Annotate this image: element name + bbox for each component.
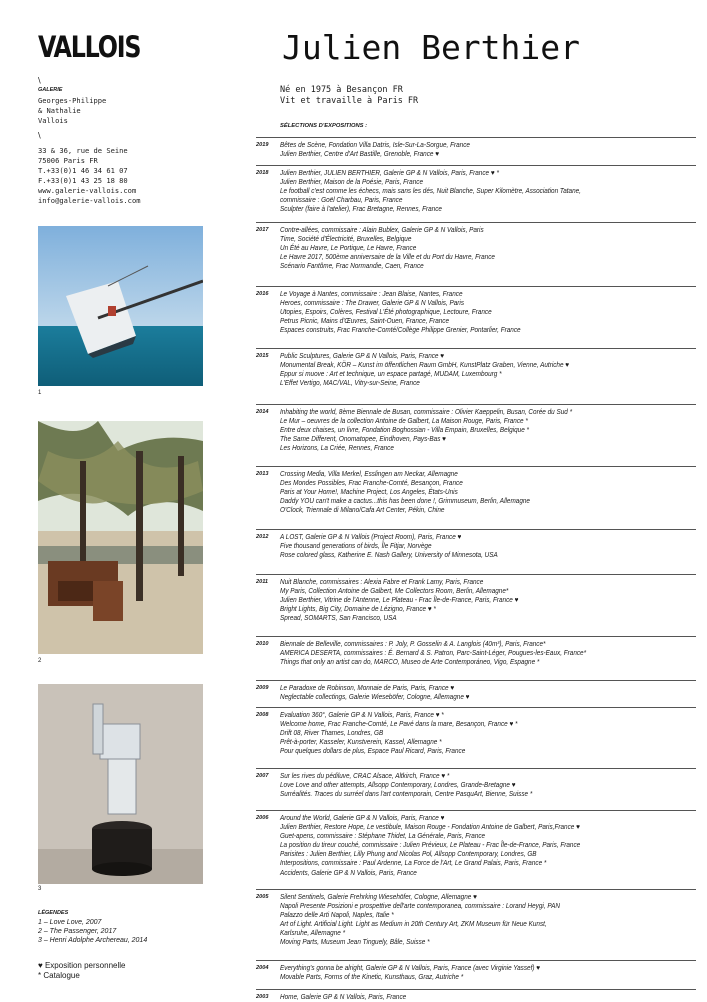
gallery-contact: 33 & 36, rue de Seine 75006 Paris FR T.+33(0)1 46 34 61 07 F.+33(0)1 43 25 18 80 www.galerie-vallois.com info@galerie-vallois.com — [38, 146, 141, 205]
exhibition-entry: Le Mur – oeuvres de la collection Antoine de Galbert, La Maison Rouge, Paris, France * — [280, 417, 528, 426]
exhibition-entry: Petrus Picnic, Mains d'Œuvres, Saint-Ouen, France, France — [280, 317, 450, 326]
exhibition-entry: Utopies, Espoirs, Colères, Festival L'Été photographique, Lectoure, France — [280, 308, 492, 317]
exhibition-year: 2010 — [256, 641, 269, 647]
exhibition-year-block — [256, 529, 696, 560]
exhibition-entry: Nuit Blanche, commissaires : Alexia Fabre et Frank Lamy, Paris, France — [280, 578, 484, 586]
artwork-photo-the-passenger — [38, 421, 203, 654]
exhibition-entry: My Paris, Collection Antoine de Galbert, Me Collectors Room, Berlin, Allemagne* — [280, 587, 509, 596]
exhibition-entry: A LOST, Galerie GP & N Vallois (Project Room), Paris, France ♥ — [280, 533, 462, 541]
exhibition-entry: Public Sculptures, Galerie GP & N Vallois, Paris, France ♥ — [280, 352, 445, 360]
exhibition-entry: AMERICA DESERTA, commissaires : É. Bernard & S. Patron, Parc-Saint-Léger, Pougues-les-Eaux, France* — [280, 649, 587, 658]
exhibition-year-block — [256, 137, 696, 159]
exhibition-entry: Julien Berthier, JULIEN BERTHIER, Galerie GP & N Vallois, Paris, France ♥ * — [280, 169, 499, 177]
exhibition-year-block — [256, 636, 696, 667]
exhibition-year-block — [256, 989, 696, 1002]
exhibition-entry: Paris at Your Home!, Machine Project, Los Angeles, États-Unis — [280, 488, 458, 497]
exhibition-year: 2009 — [256, 685, 269, 691]
separator-slash: \ — [38, 76, 41, 85]
exhibition-entry: Le football c'est comme les échecs, mais sans les dés, Nuit Blanche, Super Kilomètre, Association Tatane, — [280, 187, 581, 196]
exhibition-entry: Julien Berthier, Vitrine de l'Antenne, Le Plateau - Frac Île-de-France, Paris, France ♥ — [280, 596, 519, 605]
exhibition-year: 2016 — [256, 291, 269, 297]
exhibition-entry: Welcome home, Frac Franche-Comté, Le Pavé dans la mare, Besançon, France ♥ * — [280, 720, 518, 729]
exhibition-entry: Art of Light. Artificial Light. Light as Medium in 20th Century Art, ZKM Museum für Neue Kunst, — [280, 920, 547, 929]
exhibition-entry: Monumental Break, KÖR – Kunst im öffentlichen Raum GmbH, KunstPlatz Graben, Vienne, Autriche ♥ — [280, 361, 570, 370]
exhibition-entry: Around the World, Galerie GP & N Vallois, Paris, France ♥ — [280, 814, 445, 822]
exhibition-year-block — [256, 680, 696, 702]
separator-slash: \ — [38, 131, 41, 140]
exhibition-entry: Five thousand generations of birds, Île Fitjar, Norvège — [280, 542, 432, 551]
exhibition-entry: Guet-apens, commissaire : Stéphane Thidet, La Générale, Paris, France — [280, 832, 486, 841]
exhibition-entry: Le Voyage à Nantes, commissaire : Jean Blaise, Nantes, France — [280, 290, 463, 298]
exhibition-entry: Surréalités. Traces du surréel dans l'art contemporain, Centre PasquArt, Bienne, Suisse * — [280, 790, 533, 799]
figure-number: 3 — [38, 886, 42, 892]
exhibition-entry: Prêt-à-porter, Kasseler, Kunstverein, Kassel, Allemagne * — [280, 738, 442, 747]
exhibition-year: 2007 — [256, 773, 269, 779]
exhibition-year: 2018 — [256, 170, 269, 176]
figure-number: 1 — [38, 390, 42, 396]
exhibition-entry: Entre deux chaises, un livre, Fondation Boghossian - Villa Empain, Bruxelles, Belgique * — [280, 426, 530, 435]
exhibition-year-block — [256, 222, 696, 271]
exhibition-entry: commissaire : Goël Charbau, Paris, France — [280, 196, 403, 205]
exhibition-year-block — [256, 889, 696, 948]
exhibition-year-block — [256, 165, 696, 214]
exhibition-entry: Sur les rives du pédiluve, CRAC Alsace, Altkirch, France ♥ * — [280, 772, 450, 780]
exhibition-entry: La position du tireur couché, commissaire : Julien Prévieux, Le Plateau - Frac Île-de-France, Paris, France — [280, 841, 581, 850]
exhibition-year: 2015 — [256, 353, 269, 359]
exhibition-entry: Biennale de Belleville, commissaires : P. Joly, P. Gosselin & A. Langlois (40m³), Paris, France* — [280, 640, 546, 648]
exhibition-year-block — [256, 810, 696, 878]
figure-number: 2 — [38, 658, 42, 664]
exhibition-entry: Everything's gonna be alright, Galerie GP & N Vallois, Paris, France (avec Virginie Yassef) ♥ — [280, 964, 541, 972]
artwork-photo-henri-adolphe-archereau — [38, 684, 203, 884]
exhibition-year: 2013 — [256, 471, 269, 477]
exhibition-entry: Scénario Fantôme, Frac Normandie, Caen, France — [280, 262, 424, 271]
exhibition-entry: Things that only an artist can do, MARCO, Museo de Arte Contemporáneo, Vigo, Espagne * — [280, 658, 540, 667]
exhibition-entry: Les Horizons, La Criée, Rennes, France — [280, 444, 394, 453]
exhibition-entry: O'Clock, Triennale di Milano/Cafa Art Center, Pékin, Chine — [280, 506, 445, 515]
exhibition-entry: Palazzo delle Arti Napoli, Naples, Italie * — [280, 911, 394, 920]
exhibition-year: 2011 — [256, 579, 269, 585]
exhibition-year: 2005 — [256, 894, 269, 900]
exhibition-year: 2012 — [256, 534, 269, 540]
legend-item: 3 – Henri Adolphe Archereau, 2014 — [38, 937, 148, 944]
exhibition-year: 2004 — [256, 965, 269, 971]
exhibition-entry: Inhabiting the world, 8ème Biennale de Busan, commissaire : Olivier Kaeppelin, Busan, Corée du Sud * — [280, 408, 573, 416]
exhibition-entry: Bright Lights, Big City, Domaine de Lézigno, France ♥ * — [280, 605, 436, 614]
exhibition-entry: Julien Berthier, Restore Hope, Le vestibule, Maison Rouge - Fondation Antoine de Galbert, Paris,France ♥ — [280, 823, 580, 832]
exhibition-entry: Napoli Presente Posizioni e prospettive dell'arte contemporanea, commissaire : Lorand Heygi, PAN — [280, 902, 561, 911]
gallery-owners: Georges-Philippe & Nathalie Vallois — [38, 96, 107, 125]
legend-solo-key: ♥ Exposition personnelle — [38, 961, 126, 970]
exhibition-year: 2014 — [256, 409, 269, 415]
exhibition-entry: Espaces construits, Frac Franche-Comté/Collège Philippe Grenier, Pontarlier, France — [280, 326, 521, 335]
exhibition-entry: Parisites : Julien Berthier, Lilly Phung and Nicolas Pol, Allsopp Contemporary, Londres, GB — [280, 850, 537, 859]
artist-name: Julien Berthier — [282, 28, 581, 67]
exhibition-entry: Sculpter (faire à l'atelier), Frac Bretagne, Rennes, France — [280, 205, 442, 214]
exhibition-year-block — [256, 286, 696, 335]
exhibition-entry: Bêtes de Scène, Fondation Villa Datris, Isle-Sur-La-Sorgue, France — [280, 141, 470, 149]
exhibition-year: 2017 — [256, 227, 269, 233]
section-title: SÉLECTIONS D'EXPOSITIONS : — [280, 123, 368, 129]
legend-item: 2 – The Passenger, 2017 — [38, 928, 117, 935]
exhibition-entry: Un Été au Havre, Le Portique, Le Havre, France — [280, 244, 417, 253]
exhibition-entry: Interpositions, commissaire : Paul Ardenne, La Force de l'Art, Le Grand Palais, Paris, France * — [280, 859, 547, 868]
exhibition-year: 2008 — [256, 712, 269, 718]
artist-birth: Né en 1975 à Besançon FR — [280, 85, 403, 95]
exhibition-entry: Pour quelques dollars de plus, Espace Paul Ricard, Paris, France — [280, 747, 466, 756]
exhibition-year-block — [256, 768, 696, 799]
exhibition-entry: Crossing Media, Villa Merkel, Esslingen am Neckar, Allemagne — [280, 470, 458, 478]
exhibition-entry: Julien Berthier, Maison de la Poésie, Paris, France — [280, 178, 424, 187]
exhibition-year-block — [256, 466, 696, 515]
exhibition-entry: Daddy YOU can't make a cactus...this has been done !, Grimmuseum, Berlin, Allemagne — [280, 497, 530, 506]
exhibition-entry: Home, Galerie GP & N Vallois, Paris, France — [280, 993, 407, 1001]
exhibition-year-block — [256, 404, 696, 453]
legend-catalogue-key: * Catalogue — [38, 971, 80, 980]
exhibition-entry: Drift 08, River Thames, Londres, GB — [280, 729, 384, 738]
exhibition-entry: Heroes, commissaire : The Drawer, Galerie GP & N Vallois, Paris — [280, 299, 465, 308]
exhibition-entry: Accidents, Galerie GP & N Vallois, Paris, France — [280, 868, 417, 877]
exhibition-entry: Des Mondes Possibles, Frac Franche-Comté, Besançon, France — [280, 479, 463, 488]
exhibition-entry: Moving Parts, Museum Jean Tinguely, Bâle, Suisse * — [280, 938, 430, 947]
exhibition-entry: Rose colored glass, Katherine E. Nash Gallery, University of Minnesota, USA — [280, 551, 498, 560]
legend-item: 1 – Love Love, 2007 — [38, 919, 102, 926]
artwork-photo-love-love — [38, 226, 203, 386]
exhibition-entry: Evaluation 360°, Galerie GP & N Vallois, Paris, France ♥ * — [280, 711, 444, 719]
exhibition-entry: Spread, SOMARTS, San Francisco, USA — [280, 614, 397, 623]
exhibition-entry: Eppur si muove : Art et technique, un espace partagé, MUDAM, Luxembourg * — [280, 370, 502, 379]
exhibition-entry: The Same Different, Onomatopee, Eindhoven, Pays-Bas ♥ — [280, 435, 446, 444]
exhibition-entry: Silent Sentinels, Galerie Frehrking Wiesehöfer, Cologne, Allemagne ♥ — [280, 893, 477, 901]
exhibition-year-block — [256, 348, 696, 388]
exhibition-entry: Love Love and other attempts, Allsopp Contemporary, Londres, Grande-Bretagne ♥ — [280, 781, 516, 790]
gallery-label: GALERIE — [38, 87, 63, 93]
exhibition-year-block — [256, 960, 696, 982]
exhibition-entry: Movable Parts, Forms of the Kinetic, Kunsthaus, Graz, Autriche * — [280, 973, 464, 982]
legend-title: LÉGENDES — [38, 910, 69, 916]
exhibition-entry: L'Effet Vertigo, MAC/VAL, Vitry-sur-Seine, France — [280, 379, 420, 388]
gallery-logo: VALLOIS — [38, 30, 141, 64]
exhibition-year-block — [256, 574, 696, 623]
exhibition-year-block — [256, 707, 696, 756]
exhibition-entry: Neglectable collectings, Galerie Wieseböfer, Cologne, Allemagne ♥ — [280, 693, 470, 702]
exhibition-entry: Time, Société d'Électricité, Bruxelles, Belgique — [280, 235, 412, 244]
exhibition-year: 2003 — [256, 994, 269, 1000]
exhibition-year: 2006 — [256, 815, 269, 821]
artist-residence: Vit et travaille à Paris FR — [280, 96, 419, 106]
exhibition-entry: Le Paradoxe de Robinson, Monnaie de Paris, Paris, France ♥ — [280, 684, 455, 692]
exhibition-year: 2019 — [256, 142, 269, 148]
exhibition-entry: Contre-allées, commissaire : Alain Bublex, Galerie GP & N Vallois, Paris — [280, 226, 484, 234]
exhibition-entry: Karlsruhe, Allemagne * — [280, 929, 346, 938]
exhibition-entry: Le Havre 2017, 500ème anniversaire de la Ville et du Port du Havre, France — [280, 253, 495, 262]
exhibition-entry: Julien Berthier, Centre d'Art Bastille, Grenoble, France ♥ — [280, 150, 440, 159]
